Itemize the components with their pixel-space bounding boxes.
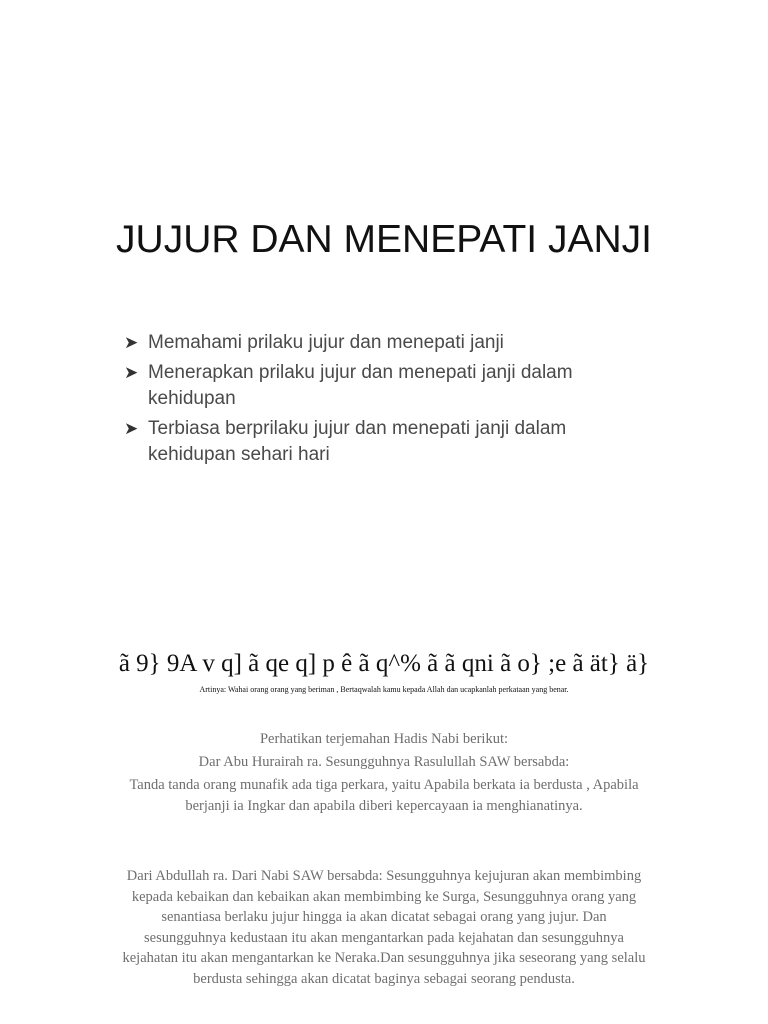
arrow-bullet-icon: ➤	[124, 419, 139, 438]
arrow-bullet-icon: ➤	[124, 363, 139, 382]
hadith-source: Dar Abu Hurairah ra. Sesungguhnya Rasulullah SAW bersabda:	[198, 754, 570, 770]
second-hadith: Dari Abdullah ra. Dari Nabi SAW bersabda: Sesungguhnya kejujuran akan membimbing kepada kebaikan dan kebaikan akan membimbing ke Surga, Sesungguhnya orang yang senantiasa berlaku jujur hingga ia akan dicatat sebagai orang yang jujur. Dan sesungguhnya kedustaan itu akan mengantarkan pada kejahatan dan sesungguhnya kejahatan itu akan mengantarkan ke Neraka.Dan sesungguhnya jika seseorang yang selalu berdusta sehingga akan dicatat baginya sebagai seorang pendusta.	[122, 868, 646, 987]
objective-item	[124, 416, 644, 468]
hadith-intro: Perhatikan terjemahan Hadis Nabi berikut:	[259, 731, 509, 747]
arrow-bullet-icon: ➤	[124, 333, 139, 352]
hadith-body: Tanda tanda orang munafik ada tiga perkara, yaitu Apabila berkata ia berdusta , Apabila berjanji ia Ingkar dan apabila diberi kepercayaan ia menghianatinya.	[129, 777, 639, 814]
arabic-verse: ã 9} 9A v q] ã qe q] p ê ã q^% ã ã qni ã o} ;e ã ät} ä}	[118, 650, 650, 677]
objectives-list	[124, 330, 644, 472]
verse-translation: Artinya: Wahai orang orang yang beriman , Bertaqwalah kamu kepada Allah dan ucapkanlah perkataan yang benar.	[199, 685, 569, 694]
objective-item	[124, 360, 644, 412]
objective-text: Menerapkan prilaku jujur dan menepati janji dalam kehidupan	[148, 362, 573, 409]
slide-title: JUJUR DAN MENEPATI JANJI	[116, 218, 652, 261]
objective-text: Memahami prilaku jujur dan menepati janji	[148, 332, 504, 353]
objective-item	[124, 330, 644, 356]
objective-text: Terbiasa berprilaku jujur dan menepati janji dalam kehidupan sehari hari	[148, 418, 567, 465]
